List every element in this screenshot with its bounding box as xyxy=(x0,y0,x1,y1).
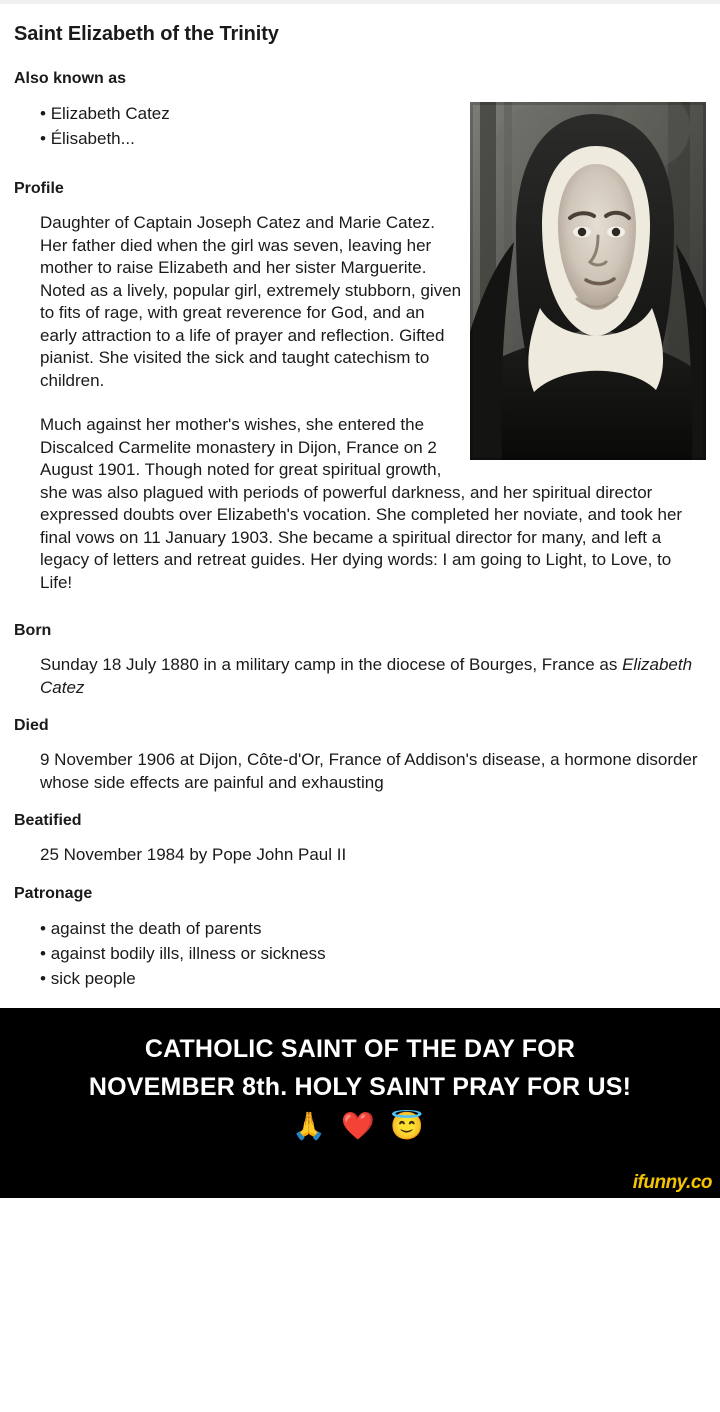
banner-line-2: NOVEMBER 8th. HOLY SAINT PRAY FOR US! xyxy=(88,1072,632,1101)
patronage-list xyxy=(40,917,706,990)
died-text: 9 November 1906 at Dijon, Côte-d'Or, France of Addison's disease, a hormone disorder whose side effects are painful and exhausting xyxy=(40,750,698,792)
caption-banner xyxy=(0,1008,720,1158)
beatified-body xyxy=(14,844,706,867)
spacer xyxy=(14,794,706,810)
spacer xyxy=(14,867,706,883)
page-title: Saint Elizabeth of the Trinity xyxy=(14,23,279,45)
born-birth-name: Elizabeth Catez xyxy=(40,655,693,697)
born-text-main: Sunday 18 July 1880 in a military camp in the diocese of Bourges, France as xyxy=(40,655,623,674)
profile-paragraph-2: Much against her mother's wishes, she entered the Discalced Carmelite monastery in Dijon, France on 2 August 1901. Though noted for great spiritual growth, she was also plagued with periods of powerful darkness, and her spiritual director expressed doubts over Elizabeth's vocation. She completed her noviate, and took her final vows on 11 January 1903. She became a spiritual director for many, and left a legacy of letters and retreat guides. Her dying words: I am going to Light, to Love, to Life! xyxy=(40,415,683,592)
died-body xyxy=(14,749,706,794)
section-heading-beatified: Beatified xyxy=(14,812,82,829)
spacer xyxy=(14,699,706,715)
profile-paragraph-1: Daughter of Captain Joseph Catez and Marie Catez. Her father died when the girl was seven, leaving her mother to raise Elizabeth and her sister Marguerite. Noted as a lively, popular girl, extremely stubborn, given to fits of rage, with great reverence for God, and an early attraction to a life of prayer and reflection. Gifted pianist. She visited the sick and taught catechism to children. xyxy=(40,213,462,390)
list-item: • Elizabeth Catez xyxy=(40,102,706,125)
footer-bar xyxy=(0,1158,720,1198)
spacer xyxy=(14,992,706,1008)
portrait-figure xyxy=(470,102,706,460)
beatified-text: 25 November 1984 by Pope John Paul II xyxy=(40,845,347,864)
section-heading-died: Died xyxy=(14,717,49,734)
section-heading-also-known-as: Also known as xyxy=(14,70,127,87)
section-heading-patronage: Patronage xyxy=(14,884,93,902)
patronage-body xyxy=(14,917,706,990)
section-heading-born: Born xyxy=(14,622,52,639)
list-item: • against the death of parents xyxy=(40,917,706,940)
section-heading-profile: Profile xyxy=(14,180,64,197)
ifunny-watermark: ifunny.co xyxy=(632,1171,712,1193)
born-text xyxy=(40,654,706,699)
spacer xyxy=(14,594,706,620)
article-content xyxy=(0,4,720,1008)
banner-line-1: CATHOLIC SAINT OF THE DAY FOR xyxy=(144,1034,576,1063)
born-body xyxy=(14,654,706,699)
saint-portrait-image xyxy=(470,102,706,460)
list-item: • against bodily ills, illness or sickness xyxy=(40,942,706,965)
list-item: • sick people xyxy=(40,967,706,990)
banner-emoji-row: 🙏 ❤️ 😇 xyxy=(292,1110,428,1141)
list-item: • Élisabeth... xyxy=(40,127,706,150)
